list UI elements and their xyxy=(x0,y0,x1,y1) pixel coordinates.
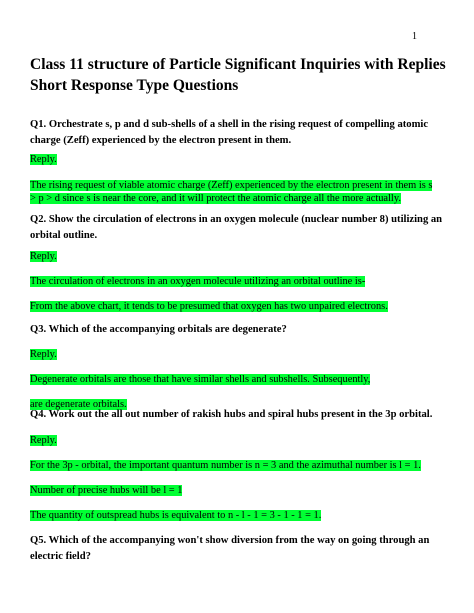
answer-3-line-2: are degenerate orbitals. xyxy=(30,399,127,410)
reply-label-1: Reply. xyxy=(30,154,57,165)
question-5: Q5. Which of the accompanying won't show diversion from the way on going through an electric field? xyxy=(30,535,430,562)
reply-label-2: Reply. xyxy=(30,251,57,262)
page-title: Class 11 structure of Particle Significant Inquiries with Replies Short Response Type Questions xyxy=(30,56,446,94)
answer-2-line-2: From the above chart, it tends to be presumed that oxygen has two unpaired electrons. xyxy=(30,301,388,312)
answer-1-line-1: The rising request of viable atomic charge (Zeff) experienced by the electron present in them is s xyxy=(30,180,433,191)
question-3: Q3. Which of the accompanying orbitals are degenerate? xyxy=(30,324,287,335)
answer-4-line-1: For the 3p - orbital, the important quantum number is n = 3 and the azimuthal number is l = 1. xyxy=(30,460,421,471)
question-2: Q2. Show the circulation of electrons in an oxygen molecule (nuclear number 8) utilizing an orbital outline. xyxy=(30,214,443,241)
answer-4-line-3: The quantity of outspread hubs is equivalent to n - l - 1 = 3 - 1 - 1 = 1. xyxy=(30,510,322,521)
page-number: 1 xyxy=(412,31,417,42)
question-4: Q4. Work out the all out number of rakish hubs and spiral hubs present in the 3p orbital. xyxy=(30,409,433,420)
answer-3-line-1: Degenerate orbitals are those that have similar shells and subshells. Subsequently, xyxy=(30,374,371,385)
answer-1-line-2: > p > d since s is near the core, and it will protect the atomic charge all the more actually. xyxy=(30,193,401,204)
reply-label-4: Reply. xyxy=(30,435,57,446)
question-1: Q1. Orchestrate s, p and d sub-shells of a shell in the rising request of compelling atomic charge (Zeff) experienced by the electron present in them. xyxy=(30,119,429,146)
answer-4-line-2: Number of precise hubs will be l = 1 xyxy=(30,485,183,496)
answer-2-line-1: The circulation of electrons in an oxygen molecule utilizing an orbital outline is- xyxy=(30,276,366,287)
reply-label-3: Reply. xyxy=(30,349,57,360)
